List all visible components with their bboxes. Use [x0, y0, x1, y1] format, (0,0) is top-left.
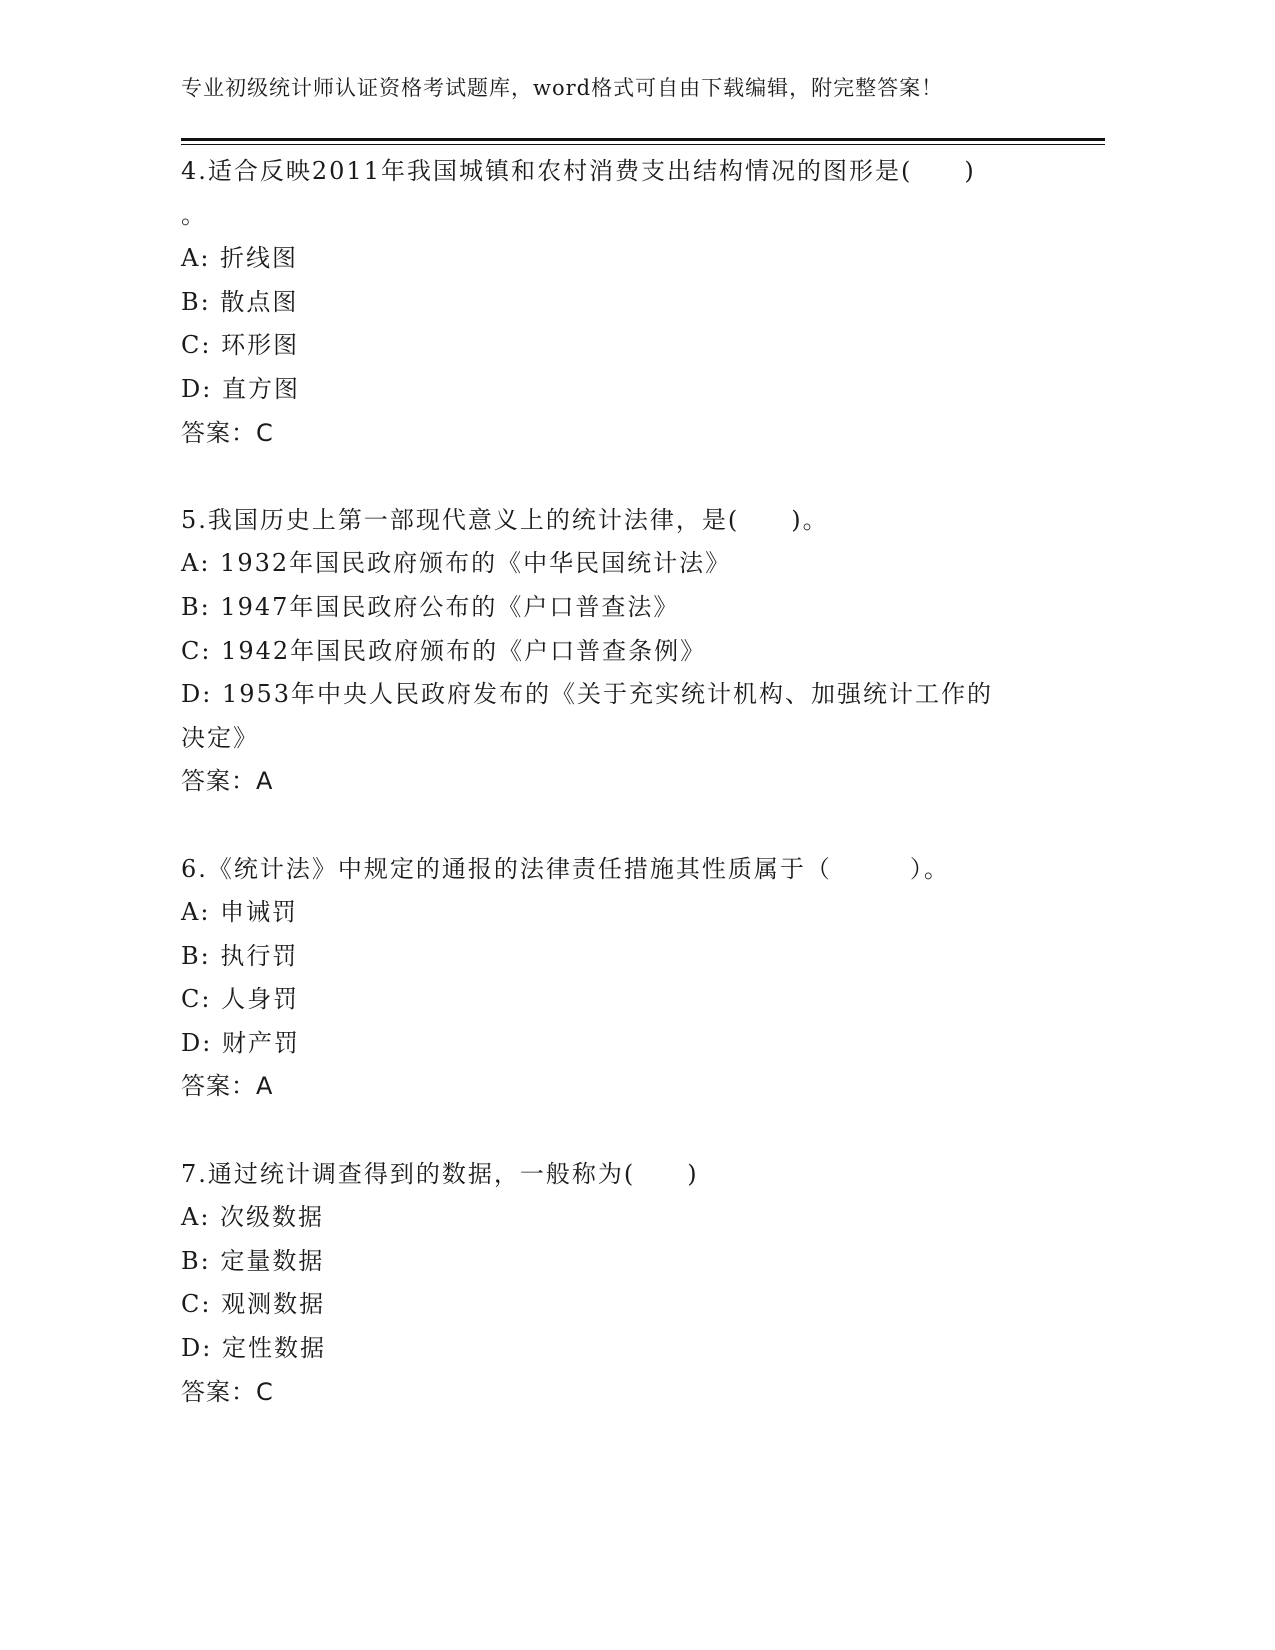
option-c: C: 观测数据 [181, 1290, 326, 1319]
header-rule-thin [181, 144, 1105, 145]
answer: 答案：A [181, 767, 274, 796]
question-stem: 5.我国历史上第一部现代意义上的统计法律，是( )。 [181, 505, 829, 534]
page-header: 专业初级统计师认证资格考试题库，word格式可自由下载编辑，附完整答案！ [181, 76, 944, 100]
option-a: A: 折线图 [181, 244, 299, 273]
answer: 答案：A [181, 1072, 274, 1101]
option-a: A: 1932年国民政府颁布的《中华民国统计法》 [181, 549, 732, 578]
question-stem: 6.《统计法》中规定的通报的法律责任措施其性质属于（ ）。 [181, 854, 950, 883]
option-d: D: 直方图 [181, 374, 300, 403]
option-d: D: 财产罚 [181, 1028, 300, 1057]
answer: 答案：C [181, 418, 274, 447]
header-rule-thick [181, 138, 1105, 141]
option-a: A: 次级数据 [181, 1203, 325, 1232]
option-d: D: 1953年中央人民政府发布的《关于充实统计机构、加强统计工作的 [181, 680, 994, 709]
option-b: B: 定量数据 [181, 1246, 325, 1275]
option-c: C: 人身罚 [181, 985, 300, 1014]
option-a: A: 申诫罚 [181, 898, 299, 927]
question-6 [181, 848, 1081, 1110]
option-b: B: 散点图 [181, 287, 299, 316]
question-list [181, 150, 1081, 1414]
option-c: C: 1942年国民政府颁布的《户口普查条例》 [181, 636, 707, 665]
question-stem-continuation: 。 [181, 200, 207, 229]
question-5 [181, 499, 1081, 804]
option-d: D: 定性数据 [181, 1334, 326, 1363]
option-b: B: 执行罚 [181, 941, 299, 970]
option-d-continuation: 决定》 [181, 723, 259, 752]
question-7 [181, 1153, 1081, 1415]
question-4 [181, 150, 1081, 455]
question-stem: 7.通过统计调查得到的数据，一般称为( ) [181, 1159, 699, 1188]
option-b: B: 1947年国民政府公布的《户口普查法》 [181, 592, 680, 621]
question-stem: 4.适合反映2011年我国城镇和农村消费支出结构情况的图形是( ) [181, 157, 976, 185]
option-c: C: 环形图 [181, 331, 300, 360]
answer: 答案：C [181, 1377, 274, 1406]
